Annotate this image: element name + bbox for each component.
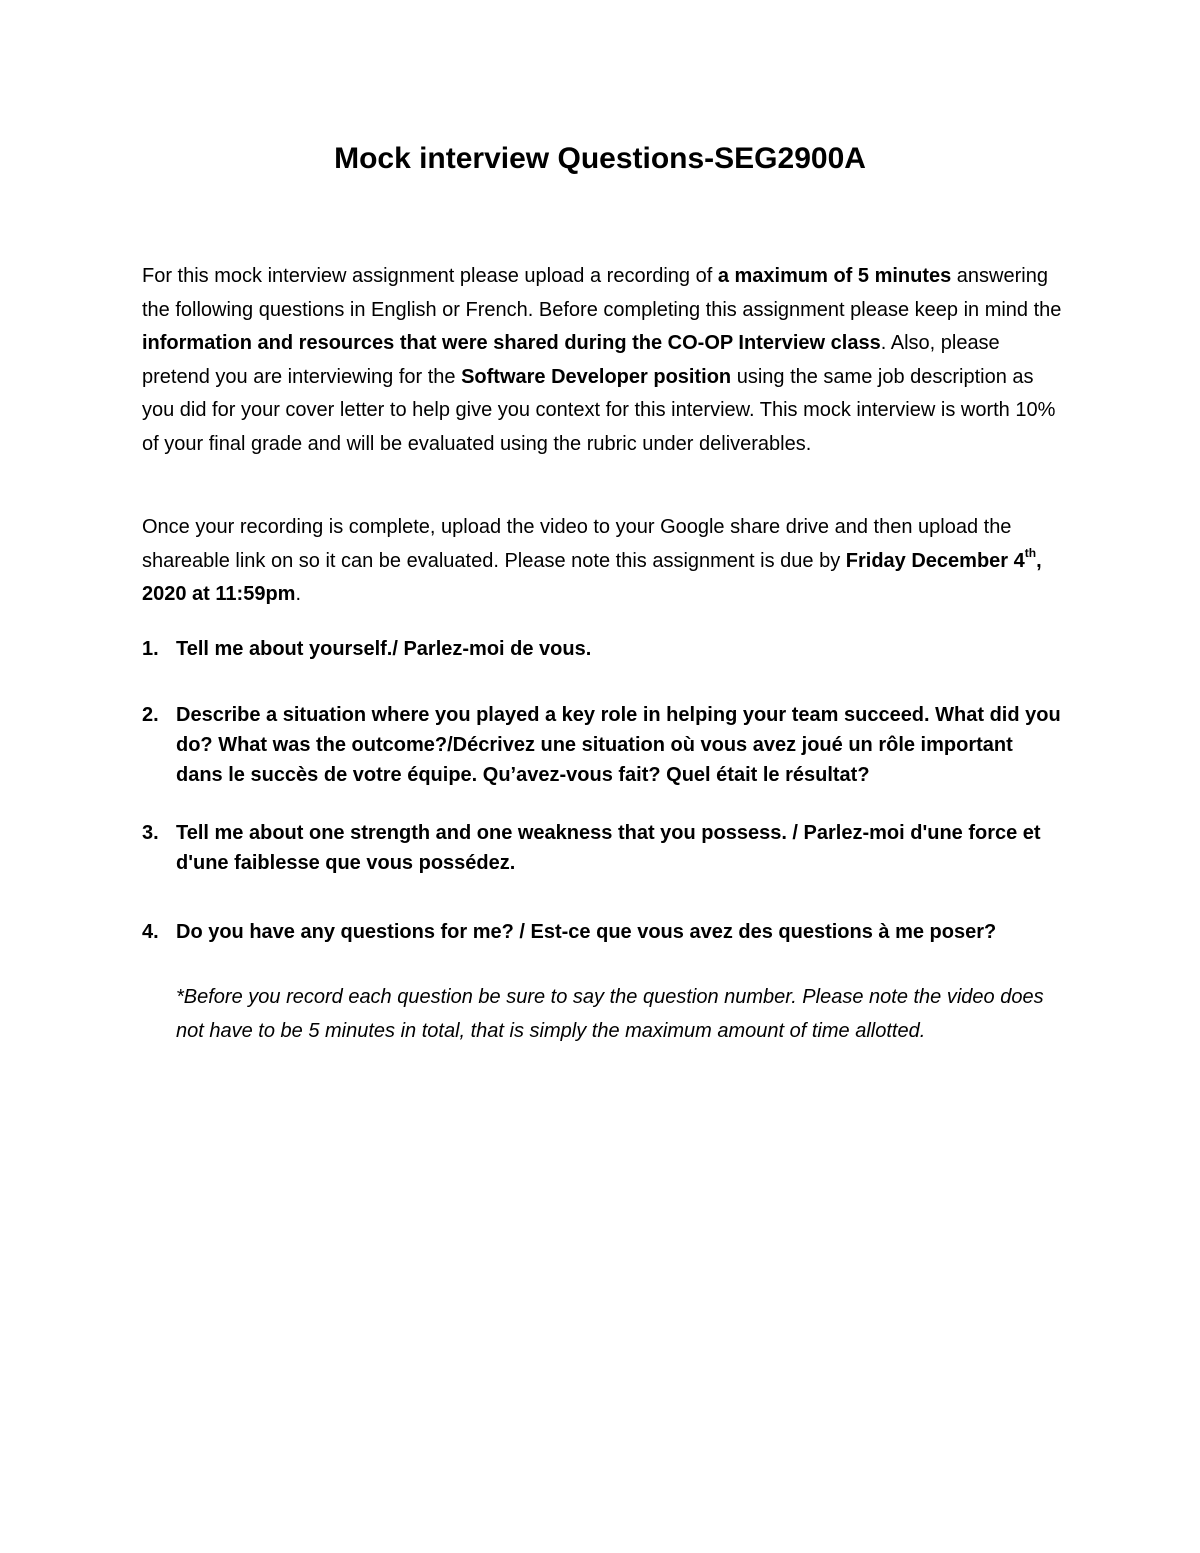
due-date-superscript: th bbox=[1024, 545, 1037, 560]
submission-text-1: Once your recording is complete, upload the video to your Google share drive and then upload the shareable link on so it can be evaluated. Please note this assignment is due by bbox=[142, 516, 1012, 572]
intro-bold-resources: information and resources that were shared during the CO-OP Interview class bbox=[142, 332, 881, 354]
due-date-part-1: Friday December 4 bbox=[845, 549, 1025, 572]
intro-text-4: using the same job description as you did for your cover letter to help give you context for this interview. This mock interview is worth 10% of your final grade and will be evaluated using the rubric under deliverables. bbox=[142, 365, 1056, 455]
document-title: Mock interview Questions-SEG2900A bbox=[334, 142, 866, 175]
question-number: 2. bbox=[142, 704, 159, 726]
intro-text-3: . Also, please pretend you are interviewing for the bbox=[142, 332, 1000, 388]
question-number: 4. bbox=[142, 921, 159, 943]
question-text: Tell me about yourself./ Parlez-moi de vous. bbox=[176, 638, 592, 660]
intro-text-2: answering the following questions in English or French. Before completing this assignment please keep in mind the bbox=[142, 265, 1062, 321]
question-number: 1. bbox=[142, 638, 159, 660]
question-item bbox=[142, 700, 1062, 790]
intro-bold-max-duration: a maximum of 5 minutes bbox=[717, 265, 952, 287]
intro-paragraph bbox=[142, 260, 1062, 461]
question-text: Do you have any questions for me? / Est-ce que vous avez des questions à me poser? bbox=[176, 921, 997, 943]
question-number: 3. bbox=[142, 822, 159, 844]
intro-text-1: For this mock interview assignment please upload a recording of bbox=[142, 265, 718, 287]
submission-text-2: . bbox=[295, 583, 301, 605]
due-date-part-2: , 2020 at 11:59pm bbox=[142, 549, 1042, 605]
question-text: Describe a situation where you played a key role in helping your team succeed. What did you do? What was the outcome?/Décrivez une situation où vous avez joué un rôle important dans le succès de votre équipe. Qu’avez-vous fait? Quel était le résultat? bbox=[176, 704, 1061, 786]
question-item bbox=[142, 917, 1062, 947]
question-text: Tell me about one strength and one weakness that you possess. / Parlez-moi d'une force et d'une faiblesse que vous possédez. bbox=[176, 822, 1041, 874]
recording-note: *Before you record each question be sure to say the question number. Please note the video does not have to be 5 minutes in total, that is simply the maximum amount of time allotted. bbox=[176, 986, 1044, 1042]
question-item bbox=[142, 634, 1062, 664]
submission-paragraph bbox=[142, 511, 1062, 612]
intro-bold-position: Software Developer position bbox=[461, 365, 732, 388]
question-item bbox=[142, 818, 1062, 878]
